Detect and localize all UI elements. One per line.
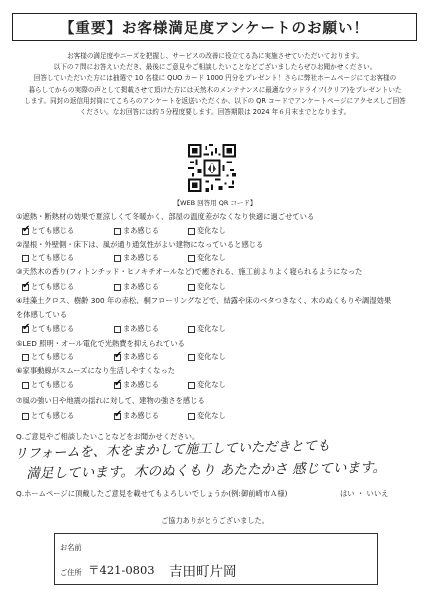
intro-line: 回答していただいた方には抽選で 10 名様に QUO カード 1000 円分をプレゼント！さらに弊社ホームページにてお客様の	[33, 74, 397, 83]
option-label: とても感じる	[31, 282, 75, 291]
question-3: ③天然木の香り(フィトンチッド・ヒノキチオールなど)で癒される、施工前よりよく寝られるようになった	[16, 267, 363, 276]
intro-text	[6, 51, 424, 118]
qr-label: 【WEB 回答用 QR コード】	[173, 199, 257, 207]
checkbox[interactable]	[188, 326, 195, 333]
option-label: 変化なし	[197, 253, 226, 262]
option-label: 変化なし	[197, 226, 226, 235]
address-label: ご住所	[60, 568, 82, 577]
question-2: ②湿根・外壁側・床下は、風が通り通気性がよい建物になっていると感じる	[16, 240, 264, 249]
intro-line: します。同封の返信用封筒にてこちらのアンケートを返送いただくか、以下の QR コードでアンケートページにアクセスしご回答	[24, 96, 406, 105]
q7-option-nochange[interactable]	[188, 411, 226, 421]
q7-option-very[interactable]	[22, 411, 114, 421]
checkbox[interactable]	[188, 354, 195, 361]
question-6: ⑥家事動線がスムーズになり生活しやすくなった	[16, 366, 176, 375]
q5-option-somewhat[interactable]	[114, 349, 188, 362]
q6-option-very[interactable]	[22, 380, 114, 390]
handwritten-comment-line-2[interactable]: 満足しています。木のぬくもり あたたかさ 感じています。	[26, 459, 387, 482]
homepage-prompt: Q.ホームページに頂戴したご意見を載せてもよろしいでしょうか(例:御前崎市Ａ様)	[16, 489, 288, 498]
q2-option-nochange[interactable]	[188, 253, 226, 263]
q4-option-very[interactable]	[22, 321, 114, 334]
checkbox[interactable]	[188, 413, 195, 420]
question-1-options	[22, 223, 226, 236]
handwritten-comment-line-1[interactable]: リフォームを、木をまかして施工していただきとても	[14, 438, 331, 462]
option-label: まあ感じる	[123, 253, 159, 262]
question-4: ④珪藻土クロス、樹齢 300 年の赤松、桐フローリングなどで、結露や床のベタつきなく、木のぬくもりや調湿効果	[16, 296, 392, 305]
checkbox[interactable]	[188, 382, 195, 389]
option-label: 変化なし	[197, 324, 226, 333]
checkbox[interactable]	[114, 326, 121, 333]
option-label: まあ感じる	[123, 380, 159, 389]
checkbox[interactable]	[22, 382, 29, 389]
q1-option-somewhat[interactable]	[114, 226, 188, 236]
checkbox[interactable]	[114, 408, 123, 420]
q6-option-nochange[interactable]	[188, 380, 226, 390]
option-label: とても感じる	[31, 253, 75, 262]
check-mark-icon: ✔	[114, 408, 123, 420]
checkbox[interactable]	[22, 255, 29, 262]
question-7: ⑦風の強い日や地震の揺れに対して、建物の強さを感じる	[16, 396, 205, 405]
option-label: とても感じる	[31, 411, 75, 420]
q5-option-very[interactable]	[22, 352, 114, 362]
address-postal-handwritten[interactable]: 〒421-0803	[88, 563, 155, 577]
homepage-answer-options[interactable]: はい ・ いいえ	[340, 489, 389, 498]
contact-box	[54, 533, 378, 585]
address-handwritten[interactable]: 吉田町片岡	[169, 564, 237, 580]
checkbox[interactable]	[188, 284, 195, 291]
checkbox[interactable]	[22, 321, 31, 333]
survey-title: 【重要】お客様満足度アンケートのお願い！	[12, 13, 417, 41]
checkbox[interactable]	[114, 255, 121, 262]
intro-line: 以下の７問にお答えいただき、最後にご意見やご相談したいことなどございましたらぜひお聞かせください。	[53, 63, 377, 72]
question-7-options	[22, 408, 226, 421]
q4-option-somewhat[interactable]	[114, 324, 188, 334]
option-label: まあ感じる	[123, 282, 159, 291]
option-label: とても感じる	[31, 226, 75, 235]
option-label: とても感じる	[31, 324, 75, 333]
option-label: まあ感じる	[123, 324, 159, 333]
option-label: 変化なし	[197, 352, 226, 361]
check-mark-icon: ✔	[114, 349, 123, 361]
checkbox[interactable]	[22, 279, 31, 291]
checkbox[interactable]	[188, 228, 195, 235]
name-label: お名前	[60, 543, 82, 552]
check-mark-icon: ✔	[22, 223, 31, 235]
option-label: とても感じる	[31, 380, 75, 389]
intro-line: お客様の満足度やニーズを把握し、サービスの改善に役立てる為に実施させていただいております。	[67, 52, 363, 60]
question-6-options	[22, 377, 226, 390]
checkbox[interactable]	[22, 223, 31, 235]
checkbox[interactable]	[188, 255, 195, 262]
question-3-options	[22, 279, 226, 292]
qr-code-icon[interactable]	[188, 144, 236, 192]
option-label: とても感じる	[31, 352, 75, 361]
intro-line: ください。なお回答には約５分程度要します。回答期限は 2024 年６月末までとなります。	[79, 108, 351, 117]
question-5-options	[22, 349, 226, 362]
question-1: ①遮熱・断熱材の効果で夏涼しくて冬暖かく、部屋の温度差がなくなり快適に過ごせている	[16, 212, 315, 221]
q1-option-nochange[interactable]	[188, 226, 226, 236]
option-label: まあ感じる	[123, 226, 159, 235]
checkbox[interactable]	[22, 413, 29, 420]
checkbox[interactable]	[114, 284, 121, 291]
intro-line: 暮らしてからの実際の声として掲載させて頂けた方には天然木のメンテナンスに最適なウッドライフ(クリア)をプレゼントいた	[28, 85, 402, 94]
q3-option-very[interactable]	[22, 279, 114, 292]
option-label: まあ感じる	[123, 411, 159, 420]
check-mark-icon: ✔	[114, 377, 123, 389]
question-2-options	[22, 253, 226, 263]
q3-option-somewhat[interactable]	[114, 282, 188, 292]
checkbox[interactable]	[22, 354, 29, 361]
checkbox[interactable]	[114, 228, 121, 235]
q4-option-nochange[interactable]	[188, 324, 226, 334]
check-mark-icon: ✔	[22, 279, 31, 291]
q5-option-nochange[interactable]	[188, 352, 226, 362]
q6-option-somewhat[interactable]	[114, 377, 188, 390]
q2-option-very[interactable]	[22, 253, 114, 263]
option-label: 変化なし	[197, 380, 226, 389]
option-label: まあ感じる	[123, 352, 159, 361]
q2-option-somewhat[interactable]	[114, 253, 188, 263]
q1-option-very[interactable]	[22, 223, 114, 236]
question-5: ⑤LED 照明・オール電化で光熱費を抑えられている	[16, 339, 185, 348]
q7-option-somewhat[interactable]	[114, 408, 188, 421]
option-label: 変化なし	[197, 411, 226, 420]
question-4-continued: を体感している	[16, 310, 68, 319]
checkbox[interactable]	[114, 377, 123, 389]
check-mark-icon: ✔	[22, 321, 31, 333]
question-4-options	[22, 321, 226, 334]
thanks-message: ご協力ありがとうございました。	[161, 516, 269, 525]
comments-prompt: Q.ご意見やご相談したいことなどをお聞かせください。	[16, 432, 200, 441]
checkbox[interactable]	[114, 349, 123, 361]
option-label: 変化なし	[197, 282, 226, 291]
q3-option-nochange[interactable]	[188, 282, 226, 292]
